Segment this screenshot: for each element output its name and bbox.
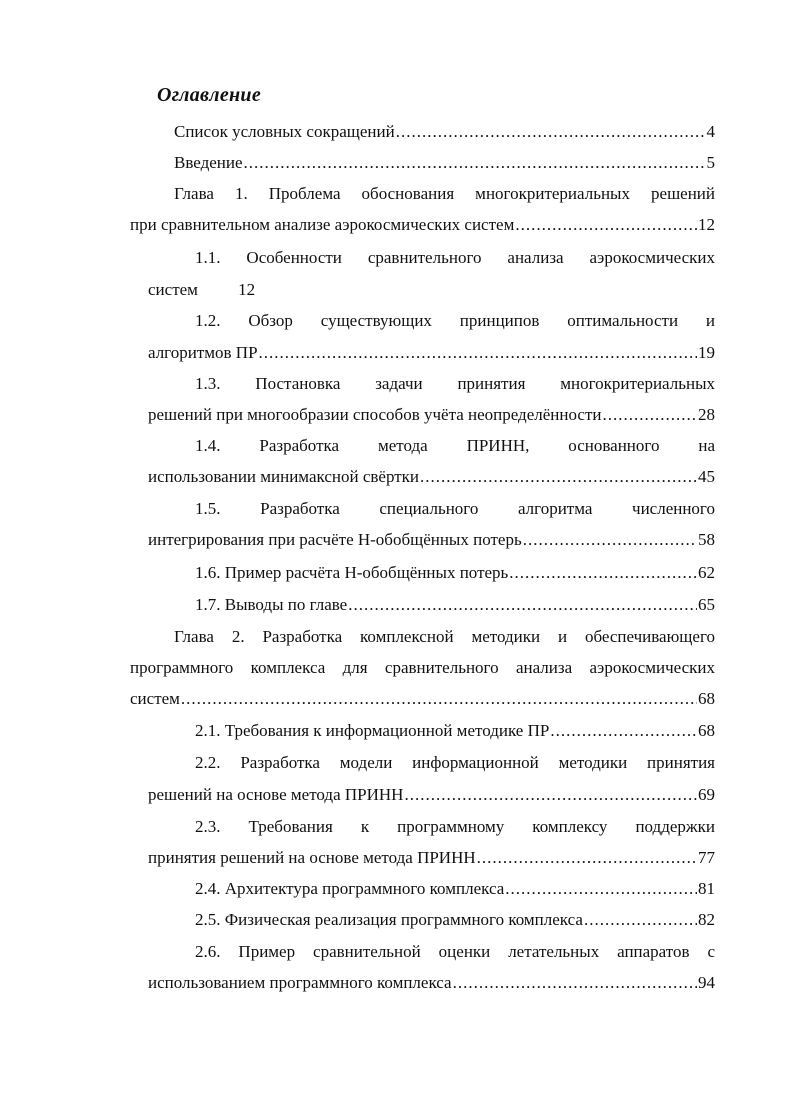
toc-chapter1-line1[interactable]: Глава 1. Проблема обоснования многокритериальных решений	[174, 184, 715, 203]
toc-page-number: 68	[698, 689, 715, 708]
toc-section-1-3-line1[interactable]: 1.3. Постановка задачи принятия многокритериальных	[195, 374, 715, 393]
dot-leader	[348, 595, 697, 615]
toc-chapter2-line3[interactable]	[130, 689, 715, 709]
toc-page-number: 77	[698, 848, 715, 867]
toc-entry-text: 1.6. Пример расчёта Н-обобщённых потерь	[195, 563, 509, 582]
toc-page-number: 94	[698, 973, 715, 992]
dot-leader	[420, 467, 697, 487]
toc-section-1-4-line1[interactable]: 1.4. Разработка метода ПРИНН, основанного на	[195, 436, 715, 455]
toc-page-number: 82	[698, 910, 715, 929]
toc-entry-text: Введение	[174, 153, 243, 172]
toc-page-number: 19	[698, 343, 715, 362]
toc-page-number: 68	[698, 721, 715, 740]
toc-entry-text: 1.7. Выводы по главе	[195, 595, 348, 614]
toc-entry-text: решений при многообразии способов учёта неопределённости	[148, 405, 602, 424]
toc-section-1-4-line2[interactable]	[148, 467, 715, 487]
toc-section-1-1-line2[interactable]	[148, 280, 255, 300]
dot-leader	[602, 405, 697, 425]
toc-section-1-3-line2[interactable]	[148, 405, 715, 425]
toc-section-1-7[interactable]	[195, 595, 715, 615]
toc-entry-text: интегрирования при расчёте Н-обобщённых потерь	[148, 530, 522, 549]
toc-entry-introduction[interactable]	[174, 153, 715, 173]
dot-leader	[505, 879, 697, 899]
toc-entry-text: принятия решений на основе метода ПРИНН	[148, 848, 476, 867]
toc-page-number: 81	[698, 879, 715, 898]
toc-section-2-6-line1[interactable]: 2.6. Пример сравнительной оценки летательных аппаратов с	[195, 942, 715, 961]
dot-leader	[181, 689, 697, 709]
toc-section-1-6[interactable]	[195, 563, 715, 583]
toc-page-number: 28	[698, 405, 715, 424]
toc-section-1-2-line1[interactable]: 1.2. Обзор существующих принципов оптимальности и	[195, 311, 715, 330]
toc-page-number: 12	[698, 215, 715, 234]
toc-page-number: 65	[698, 595, 715, 614]
toc-page-number: 62	[698, 563, 715, 582]
toc-section-2-2-line1[interactable]: 2.2. Разработка модели информационной методики принятия	[195, 753, 715, 772]
dot-leader	[259, 343, 697, 363]
toc-section-2-6-line2[interactable]	[148, 973, 715, 993]
toc-chapter2-line2[interactable]: программного комплекса для сравнительного анализа аэрокосмических	[130, 658, 715, 677]
toc-section-2-2-line2[interactable]	[148, 785, 715, 805]
toc-entry-text: 2.1. Требования к информационной методике ПР	[195, 721, 550, 740]
toc-page-number: 12	[238, 280, 256, 299]
toc-entry-text: 2.5. Физическая реализация программного комплекса	[195, 910, 583, 929]
dot-leader	[404, 785, 697, 805]
toc-section-1-1-line1[interactable]: 1.1. Особенности сравнительного анализа аэрокосмических	[195, 248, 715, 267]
toc-section-2-1[interactable]	[195, 721, 715, 741]
toc-entry-abbreviations[interactable]	[174, 122, 715, 142]
toc-section-2-5[interactable]	[195, 910, 715, 930]
toc-entry-text: алгоритмов ПР	[148, 343, 258, 362]
toc-entry-text: при сравнительном анализе аэрокосмических систем	[130, 215, 515, 234]
dot-leader	[515, 215, 697, 235]
toc-entry-text: использовании минимаксной свёртки	[148, 467, 420, 486]
toc-heading: Оглавление	[157, 84, 262, 106]
dot-leader	[584, 910, 697, 930]
dot-leader	[244, 153, 706, 173]
toc-entry-text: использованием программного комплекса	[148, 973, 452, 992]
toc-section-1-2-line2[interactable]	[148, 343, 715, 363]
toc-section-2-3-line2[interactable]	[148, 848, 715, 868]
dot-leader	[477, 848, 697, 868]
dot-leader	[523, 530, 697, 550]
toc-entry-text: Список условных сокращений	[174, 122, 395, 141]
toc-section-1-5-line1[interactable]: 1.5. Разработка специального алгоритма численного	[195, 499, 715, 518]
toc-section-2-3-line1[interactable]: 2.3. Требования к программному комплексу поддержки	[195, 817, 715, 836]
toc-entry-text: систем	[148, 280, 198, 299]
toc-section-2-4[interactable]	[195, 879, 715, 899]
dot-leader	[396, 122, 706, 142]
toc-page-number: 58	[698, 530, 715, 549]
dot-leader	[509, 563, 697, 583]
dot-leader	[550, 721, 697, 741]
dot-leader	[453, 973, 697, 993]
toc-section-1-5-line2[interactable]	[148, 530, 715, 550]
toc-chapter2-line1[interactable]: Глава 2. Разработка комплексной методики и обеспечивающего	[174, 627, 715, 646]
toc-page-number: 5	[706, 153, 715, 172]
toc-page-number: 45	[698, 467, 715, 486]
toc-entry-text: систем	[130, 689, 180, 708]
toc-page-number: 4	[706, 122, 715, 141]
toc-chapter1-line2[interactable]	[130, 215, 715, 235]
toc-page-number: 69	[698, 785, 715, 804]
toc-entry-text: решений на основе метода ПРИНН	[148, 785, 404, 804]
toc-entry-text: 2.4. Архитектура программного комплекса	[195, 879, 505, 898]
